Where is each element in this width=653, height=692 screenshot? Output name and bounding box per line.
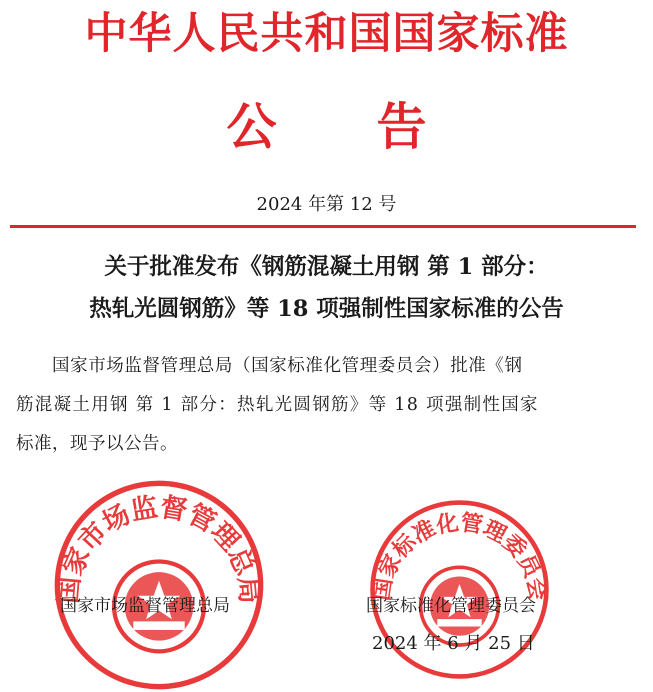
body-paragraph-line-3: 标准，现予以公告。 bbox=[16, 434, 178, 454]
red-divider-line bbox=[10, 225, 636, 228]
headline-line-1: 关于批准发布《钢筋混凝土用钢 第 1 部分： bbox=[104, 254, 549, 280]
document-org-title: 中华人民共和国国家标准 bbox=[84, 9, 569, 59]
signature-org-samr: 国家市场监督管理总局 bbox=[60, 596, 230, 616]
headline-line-2: 热轧光圆钢筋》等 18 项强制性国家标准的公告 bbox=[89, 296, 564, 322]
document-number: 2024 年第 12 号 bbox=[256, 194, 397, 215]
seal-1-ring-text: 国家市场监督管理总局 bbox=[52, 491, 266, 605]
official-seal-samr bbox=[52, 478, 266, 692]
signature-org-sac: 国家标准化管理委员会 bbox=[366, 596, 536, 616]
body-paragraph-line-2: 筋混凝土用钢 第 1 部分：热轧光圆钢筋》等 18 项强制性国家 bbox=[16, 395, 539, 415]
document-type-title: 公告 bbox=[226, 98, 527, 156]
signature-date: 2024 年 6 月 25 日 bbox=[372, 633, 535, 654]
body-paragraph-line-1: 国家市场监督管理总局（国家标准化管理委员会）批准《钢 bbox=[52, 356, 523, 376]
seal-2-ring-text: 国家标准化管理委员会 bbox=[368, 509, 551, 603]
